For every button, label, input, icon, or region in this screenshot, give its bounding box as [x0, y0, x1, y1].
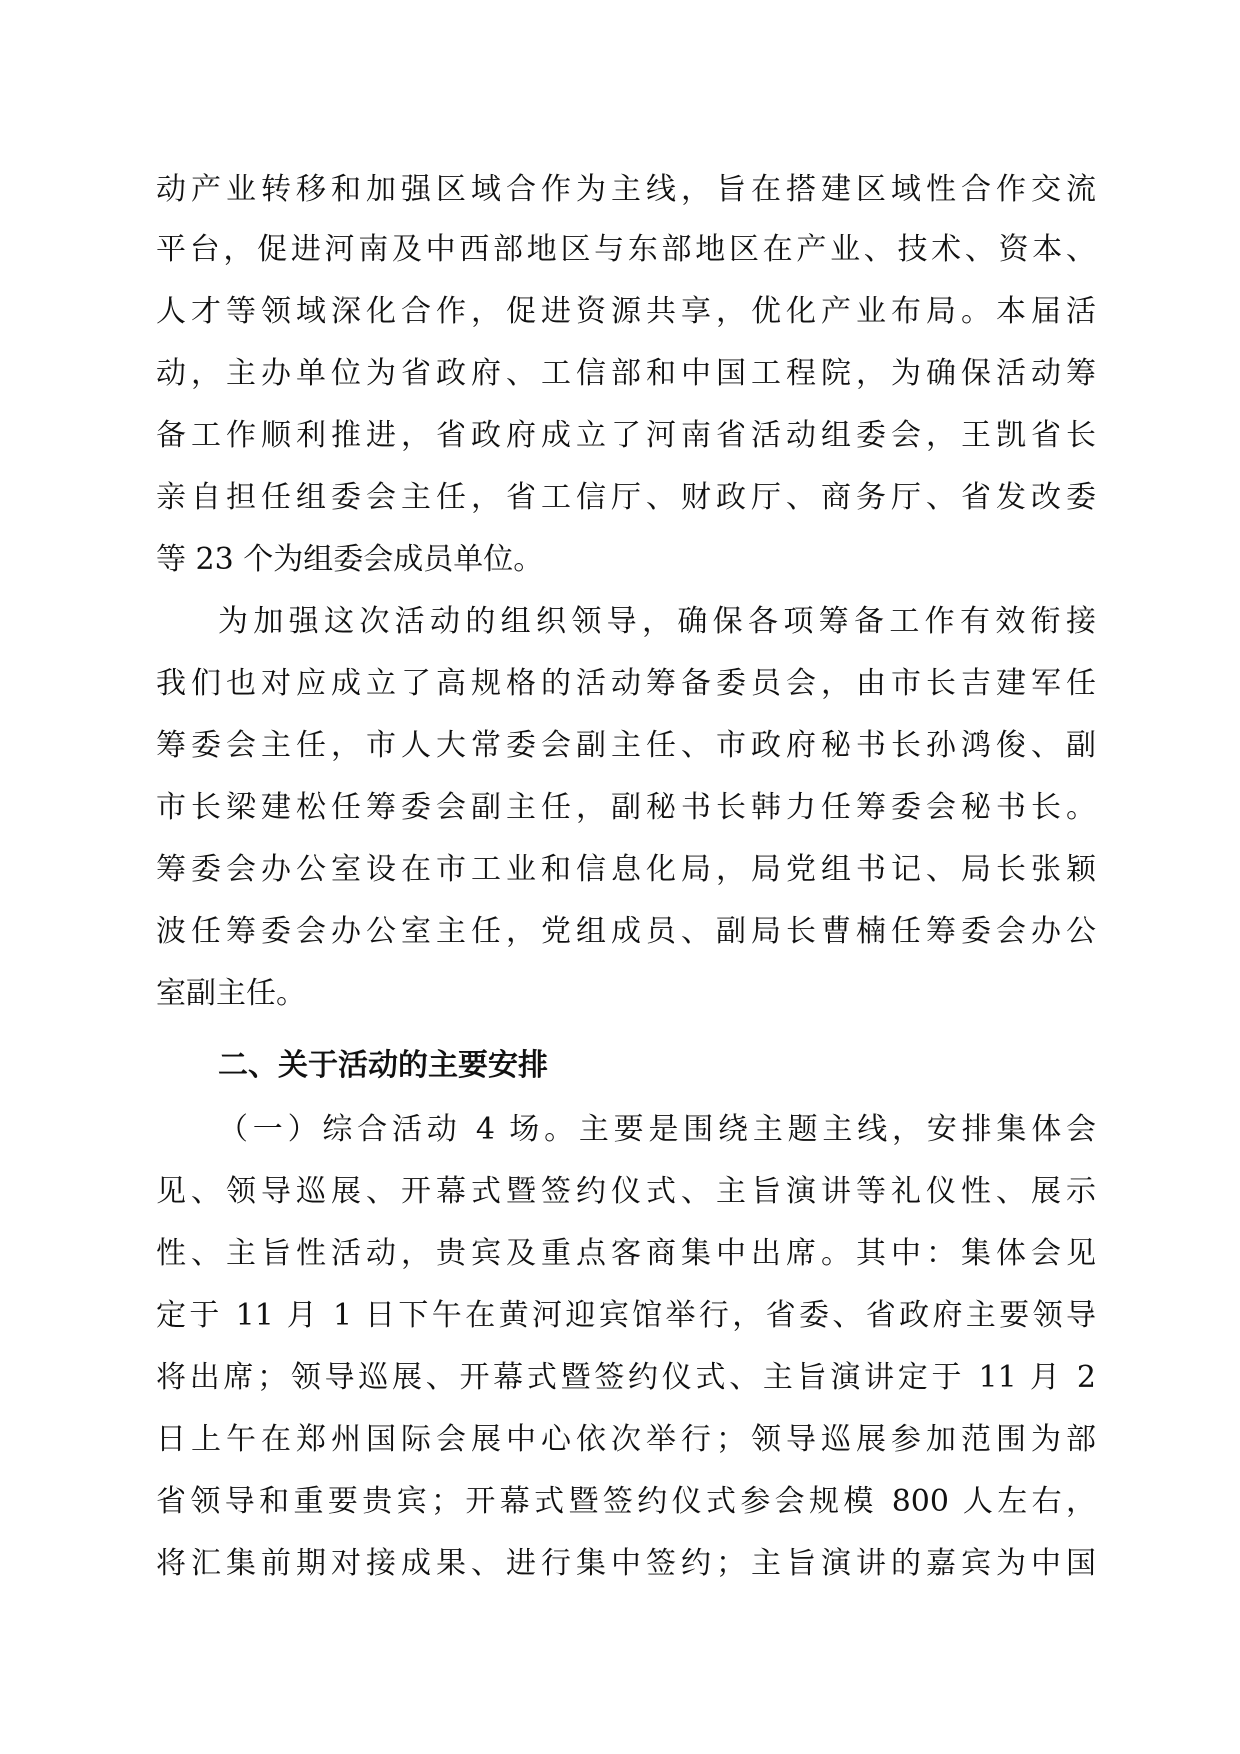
paragraph-line: 我们也对应成立了高规格的活动筹备委员会，由市长吉建军任	[156, 666, 1096, 701]
paragraph-line: 动，主办单位为省政府、工信部和中国工程院，为确保活动筹	[156, 356, 1096, 391]
paragraph-line: 定于 11 月 1 日下午在黄河迎宾馆举行，省委、省政府主要领导	[156, 1298, 1096, 1333]
paragraph-line: 为加强这次活动的组织领导，确保各项筹备工作有效衔接	[218, 604, 1096, 639]
paragraph-line: 将出席；领导巡展、开幕式暨签约仪式、主旨演讲定于 11 月 2	[156, 1360, 1096, 1395]
paragraph-line: 等 23 个为组委会成员单位。	[156, 542, 544, 577]
section-heading: 二、关于活动的主要安排	[218, 1048, 548, 1083]
paragraph-line: （一）综合活动 4 场。主要是围绕主题主线，安排集体会	[218, 1112, 1096, 1147]
paragraph-line: 见、领导巡展、开幕式暨签约仪式、主旨演讲等礼仪性、展示	[156, 1174, 1096, 1209]
paragraph-line: 省领导和重要贵宾；开幕式暨签约仪式参会规模 800 人左右，	[156, 1484, 1096, 1519]
paragraph-line: 动产业转移和加强区域合作为主线，旨在搭建区域性合作交流	[156, 172, 1096, 207]
paragraph-line: 日上午在郑州国际会展中心依次举行；领导巡展参加范围为部	[156, 1422, 1096, 1457]
paragraph-line: 筹委会办公室设在市工业和信息化局，局党组书记、局长张颖	[156, 852, 1096, 887]
paragraph-line: 人才等领域深化合作，促进资源共享，优化产业布局。本届活	[156, 294, 1096, 329]
paragraph-line: 备工作顺利推进，省政府成立了河南省活动组委会，王凯省长	[156, 418, 1096, 453]
paragraph-line: 亲自担任组委会主任，省工信厅、财政厅、商务厅、省发改委	[156, 480, 1096, 515]
paragraph-line: 室副主任。	[156, 976, 306, 1011]
paragraph-line: 性、主旨性活动，贵宾及重点客商集中出席。其中：集体会见	[156, 1236, 1096, 1271]
paragraph-line: 市长梁建松任筹委会副主任，副秘书长韩力任筹委会秘书长。	[156, 790, 1096, 825]
paragraph-line: 筹委会主任，市人大常委会副主任、市政府秘书长孙鸿俊、副	[156, 728, 1096, 763]
paragraph-line: 波任筹委会办公室主任，党组成员、副局长曹楠任筹委会办公	[156, 914, 1096, 949]
paragraph-line: 平台，促进河南及中西部地区与东部地区在产业、技术、资本、	[156, 232, 1096, 267]
paragraph-line: 将汇集前期对接成果、进行集中签约；主旨演讲的嘉宾为中国	[156, 1546, 1096, 1581]
